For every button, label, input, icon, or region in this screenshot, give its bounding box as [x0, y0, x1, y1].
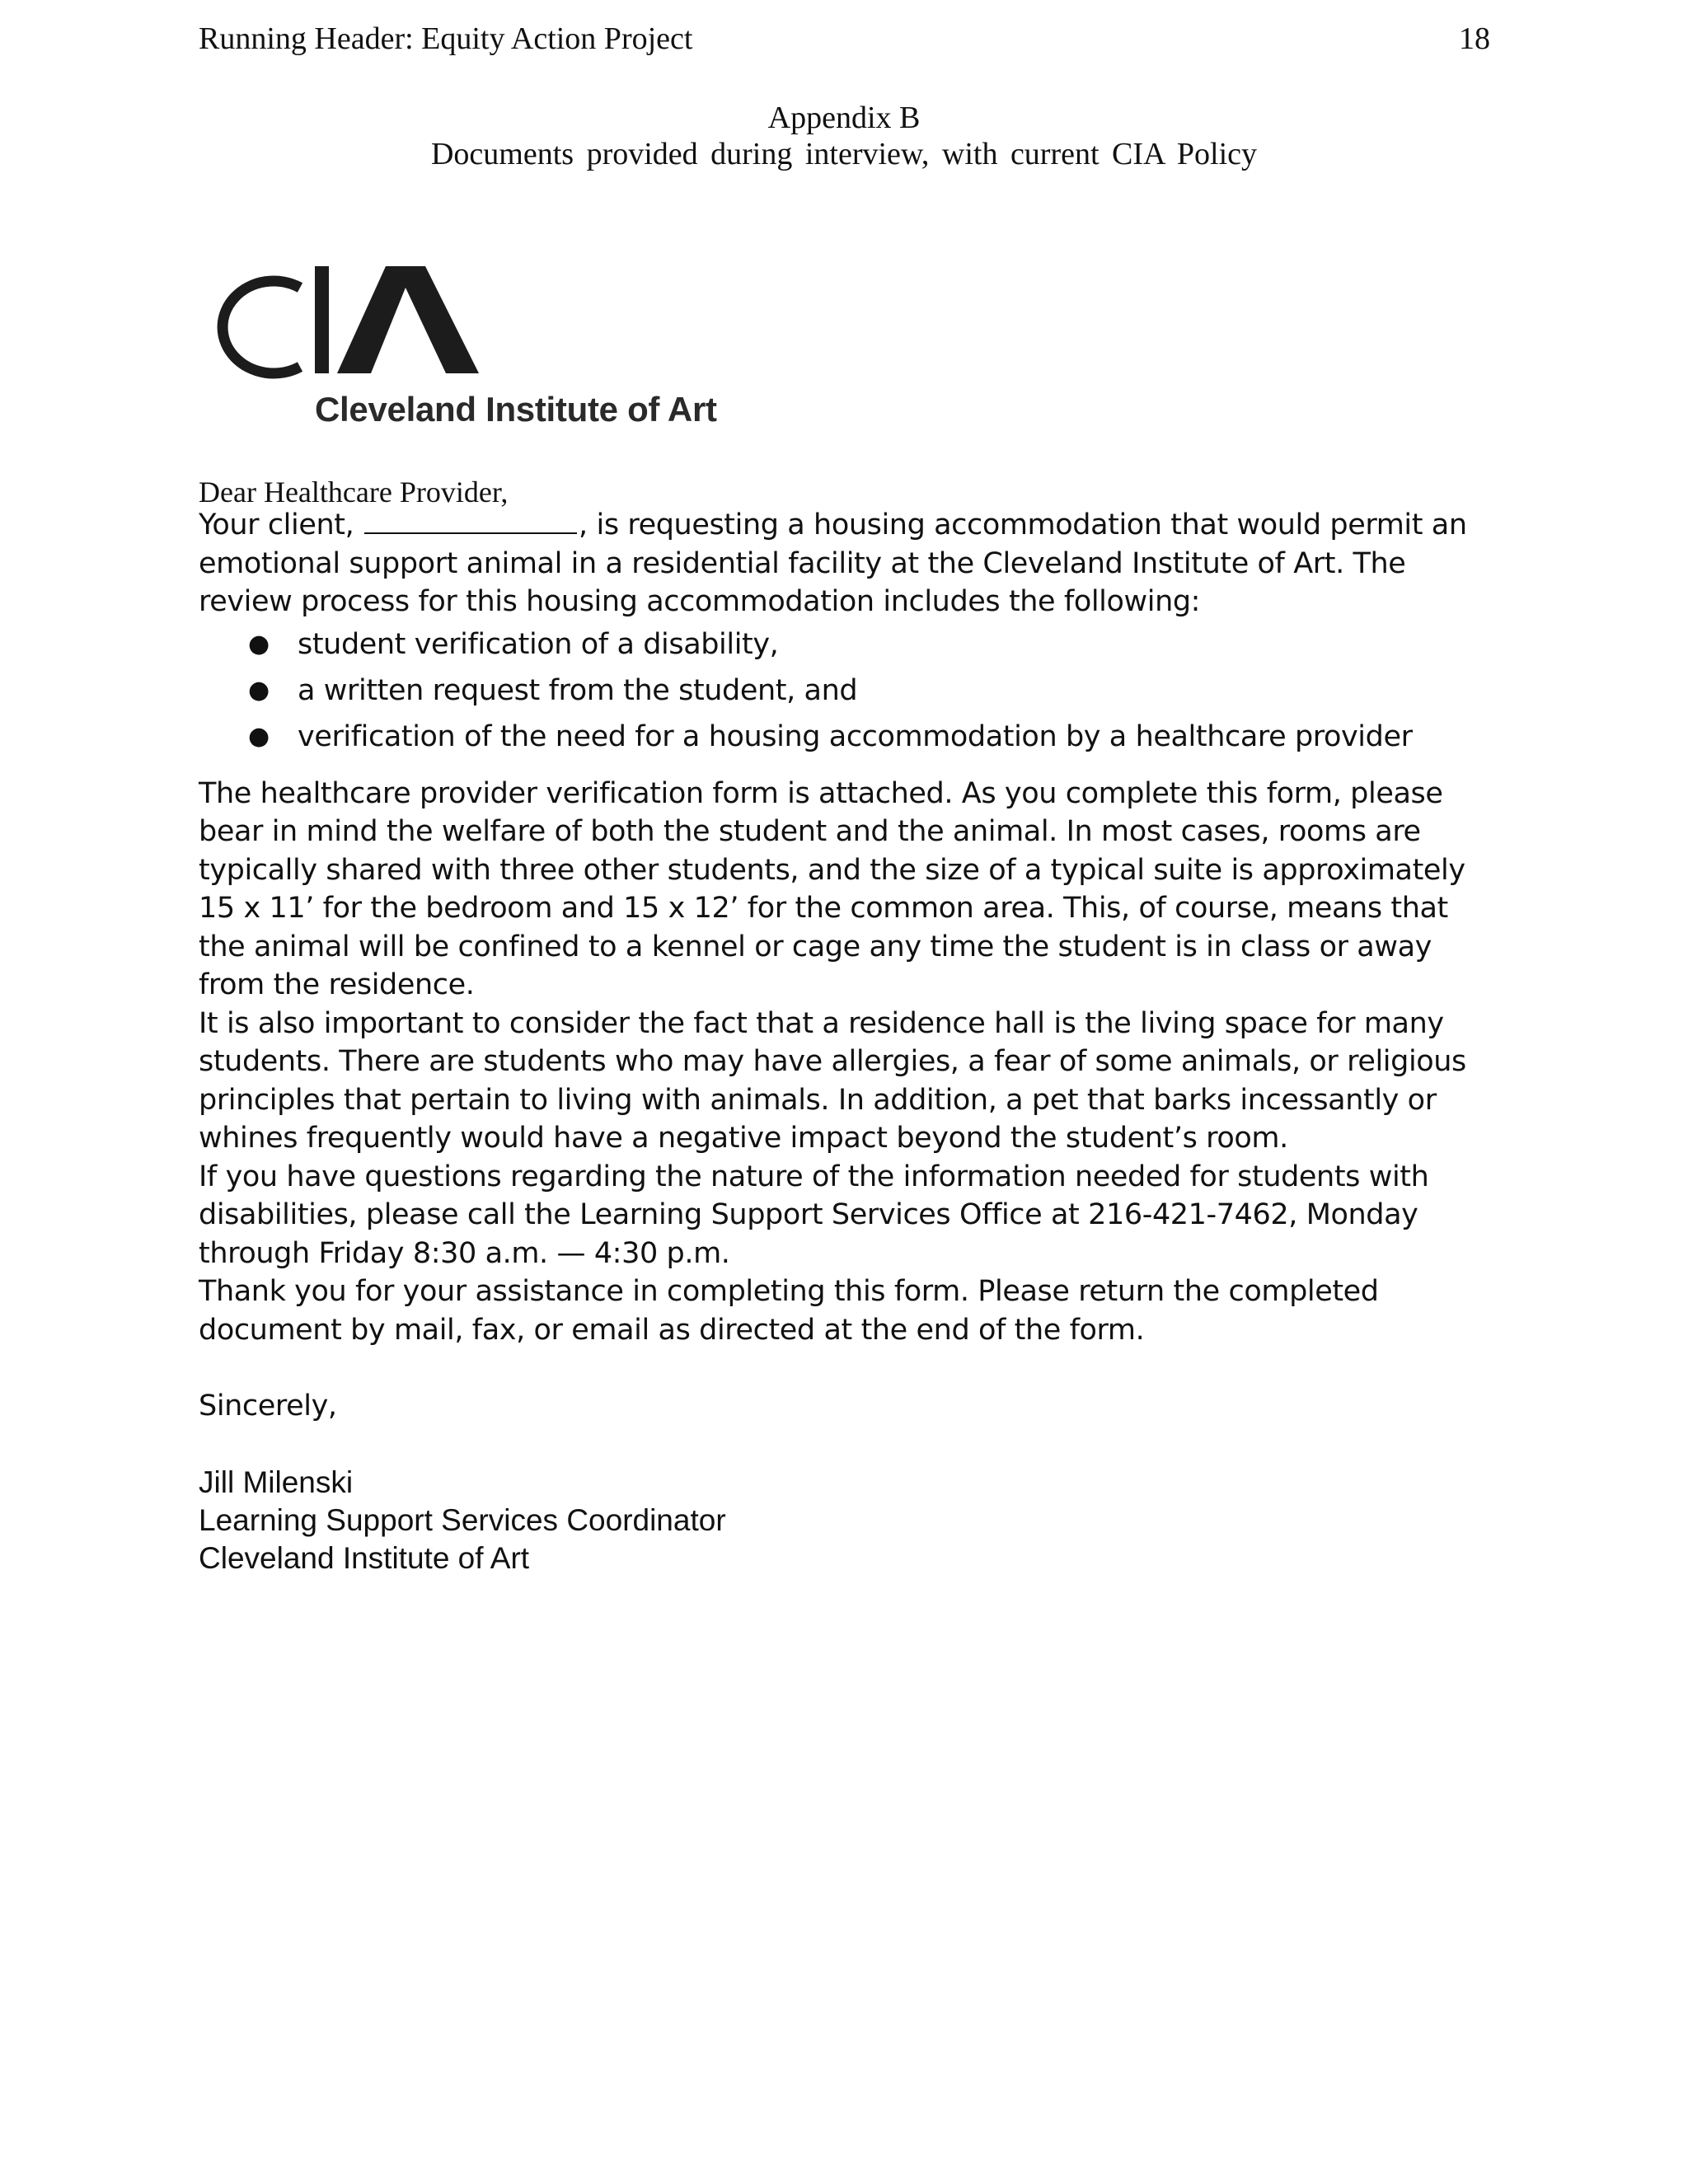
cia-logo: [203, 258, 796, 431]
cia-logo-mark: [203, 258, 491, 382]
logo-letter-i: [315, 266, 329, 373]
salutation: Dear Healthcare Provider,: [199, 476, 509, 509]
spacer: [199, 1426, 1501, 1464]
page-number: 18: [1459, 21, 1490, 56]
logo-letter-c: [223, 281, 300, 373]
logo-org-name: Cleveland Institute of Art: [315, 390, 717, 429]
running-header: Running Header: Equity Action Project: [199, 21, 693, 56]
paragraph-questions: If you have questions regarding the nature of the information needed for students with disabilities, please call the Learning Support Services Office at 216-421-7462, Monday through Friday 8:30 a.m. — 4:30 p.m.: [199, 1160, 1429, 1270]
spacer: [199, 760, 1501, 775]
signer-org: Cleveland Institute of Art: [199, 1540, 530, 1575]
client-name-blank: [364, 508, 577, 534]
spacer: [199, 1349, 1501, 1387]
list-item: ● student verification of a disability,: [248, 621, 1501, 668]
intro-paragraph: [199, 506, 1501, 621]
signature-block: [199, 1464, 1501, 1577]
appendix-subtitle: Documents provided during interview, with current CIA Policy: [430, 137, 1258, 171]
paragraph-thank-you: Thank you for your assistance in completing this form. Please return the completed document by mail, fax, or email as directed at the end of the form.: [199, 1275, 1379, 1347]
paragraph-form-attached: The healthcare provider verification form is attached. As you complete this form, please bear in mind the welfare of both the student and the animal. In most cases, rooms are typically shared with three other students, and the size of a typical suite is approximately 15 x 11’ for the bedroom and 15 x 12’ for the common area. This, of course, means that the animal will be confined to a kennel or cage any time the student is in class or away from the residence.: [199, 776, 1465, 1001]
intro-before-blank: Your client,: [199, 509, 354, 541]
list-item: ● verification of the need for a housing accommodation by a healthcare provider: [248, 714, 1501, 760]
paragraph-residence-hall: It is also important to consider the fact that a residence hall is the living space for many students. There are students who may have allergies, a fear of some animals, or religious principles that pertain to living with animals. In addition, a pet that barks incessantly or whines frequently would have a negative impact beyond the student’s room.: [199, 1006, 1466, 1155]
bullet-icon: ●: [248, 629, 270, 658]
review-process-list: [199, 621, 1501, 760]
appendix-title: Appendix B: [767, 101, 921, 135]
letter-body: [199, 506, 1501, 1577]
bullet-icon: ●: [248, 721, 270, 751]
signer-title: Learning Support Services Coordinator: [199, 1502, 726, 1537]
logo-letter-a: [337, 266, 479, 373]
signer-name: Jill Milenski: [199, 1465, 354, 1499]
bullet-icon: ●: [248, 675, 270, 705]
intro-after-blank: , is requesting a housing accommodation that would permit an emotional support animal in a residential facility at the Cleveland Institute of Art. The review process for this housing accommodation includes the following:: [199, 509, 1467, 618]
closing: Sincerely,: [199, 1390, 337, 1422]
list-item: ● a written request from the student, and: [248, 668, 1501, 714]
